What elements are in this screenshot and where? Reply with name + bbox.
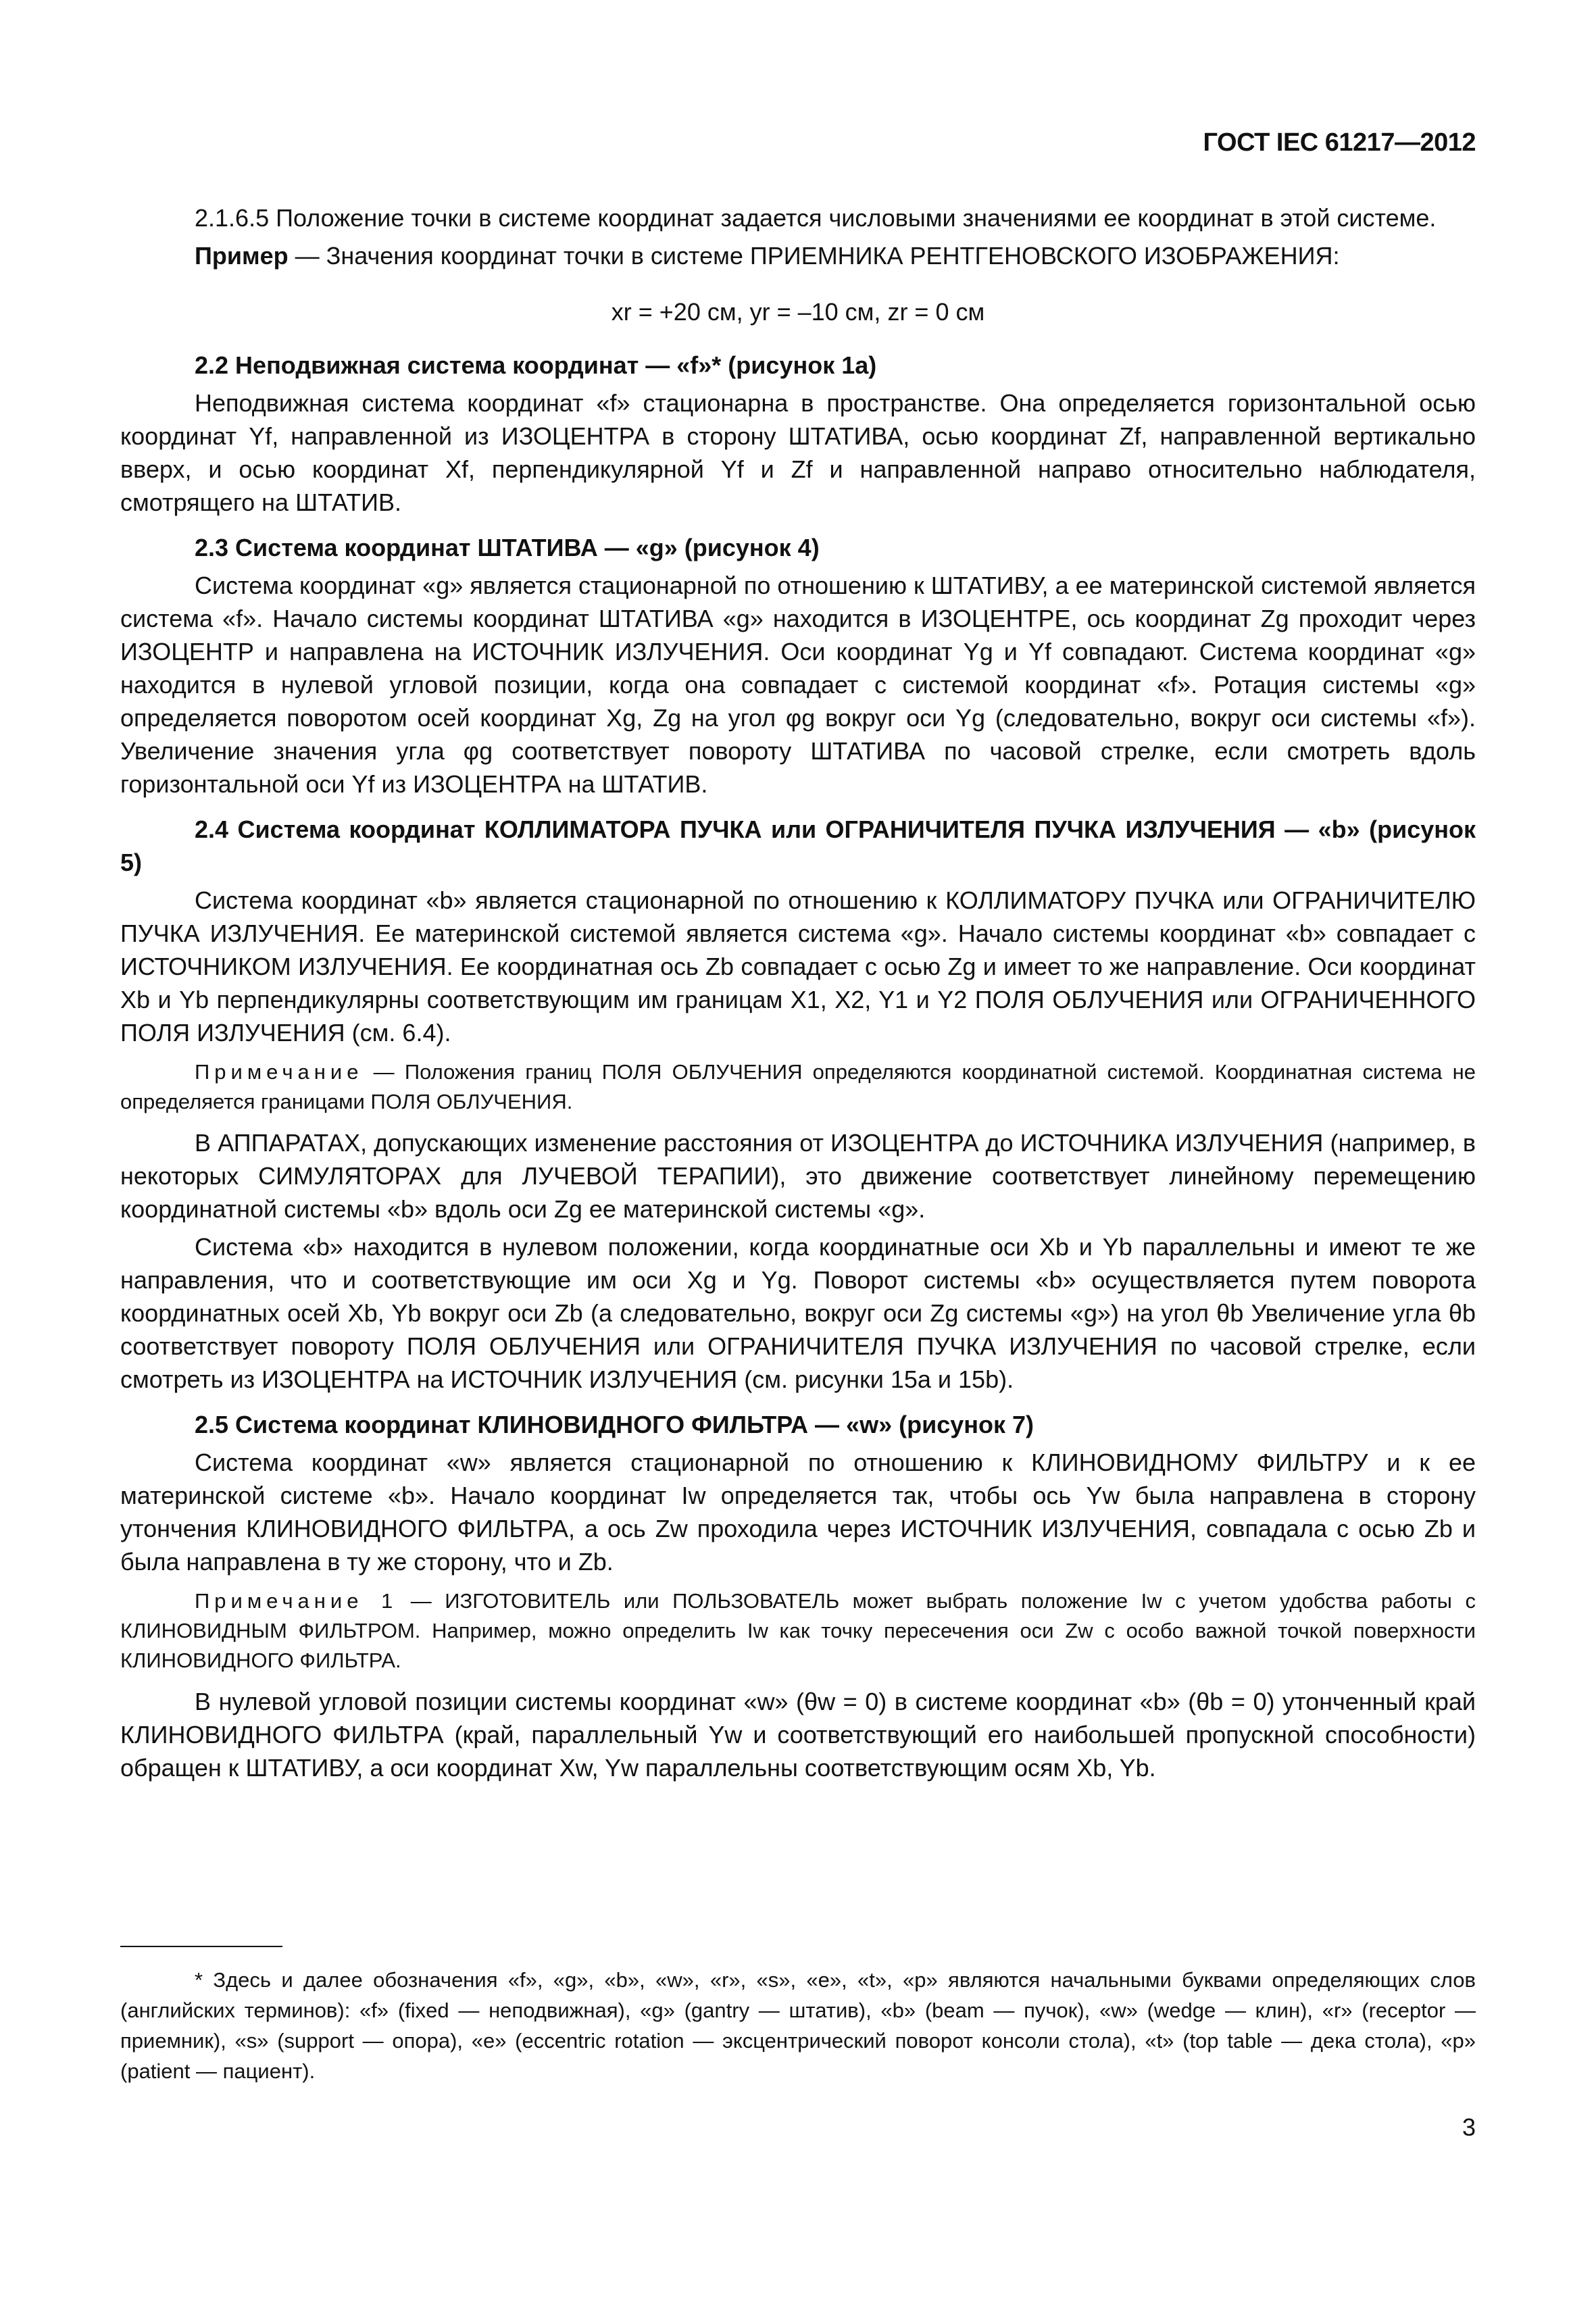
paragraph-2-5-b: В нулевой угловой позиции системы координат «w» (θw = 0) в системе координат «b» (θb = 0) утонченный край КЛИНОВИДНОГО ФИЛЬТРА (край, параллельный Yw и соответствующий его наибольшей пропускной способности) обращен к ШТАТИВУ, а оси координат Xw, Yw параллельны соответствующим осям Xb, Yb. — [120, 1688, 1476, 1782]
coordinate-formula: xr = +20 см, yr = –10 см, zr = 0 см — [611, 298, 985, 326]
paragraph-2-2: Неподвижная система координат «f» стационарна в пространстве. Она определяется горизонтальной осью координат Yf, направленной из ИЗОЦЕНТРА в сторону ШТАТИВА, осью координат Zf, направленной вертикально вверх, и осью координат Xf, перпендикулярной Yf и Zf и направленной направо относительно наблюдателя, смотрящего на ШТАТИВ. — [120, 389, 1476, 516]
note-2-4-label: Примечание — [195, 1060, 364, 1084]
document-code-header: ГОСТ IEC 61217—2012 — [1203, 128, 1476, 157]
paragraph-2-5: Система координат «w» является стационарной по отношению к КЛИНОВИДНОМУ ФИЛЬТРУ и к ее материнской системе «b». Начало координат Iw определяется так, чтобы ось Yw была направлена в сторону утончения КЛИНОВИДНОГО ФИЛЬТРА, а ось Zw проходила через ИСТОЧНИК ИЗЛУЧЕНИЯ, совпадала с осью Zb и была направлена в ту же сторону, что и Zb. — [120, 1449, 1476, 1576]
heading-2-4: 2.4 Система координат КОЛЛИМАТОРА ПУЧКА или ОГРАНИЧИТЕЛЯ ПУЧКА ИЗЛУЧЕНИЯ — «b» (рисунок 5) — [120, 815, 1476, 876]
page-number: 3 — [1462, 2113, 1476, 2141]
paragraph-2-3: Система координат «g» является стационарной по отношению к ШТАТИВУ, а ее материнской системой является система «f». Начало системы координат ШТАТИВА «g» находится в ИЗОЦЕНТРЕ, ось координат Zg проходит через ИЗОЦЕНТР и направлена на ИСТОЧНИК ИЗЛУЧЕНИЯ. Оси координат Yg и Yf совпадают. Система координат «g» находится в нулевой угловой позиции, когда она совпадает с системой координат «f». Ротация системы «g» определяется поворотом осей координат Xg, Zg на угол φg вокруг оси Yg (следовательно, вокруг оси системы «f»). Увеличение значения угла φg соответствует повороту ШТАТИВА по часовой стрелке, если смотреть вдоль горизонтальной оси Yf из ИЗОЦЕНТРА на ШТАТИВ. — [120, 572, 1476, 798]
paragraph-2-4: Система координат «b» является стационарной по отношению к КОЛЛИМАТОРУ ПУЧКА или ОГРАНИЧИТЕЛЮ ПУЧКА ИЗЛУЧЕНИЯ. Ее материнской системой является система «g». Начало системы координат «b» совпадает с ИСТОЧНИКОМ ИЗЛУЧЕНИЯ. Ее координатная ось Zb совпадает с осью Zg и имеет то же направление. Оси координат Xb и Yb перпендикулярны соответствующим им границам X1, X2, Y1 и Y2 ПОЛЯ ОБЛУЧЕНИЯ или ОГРАНИЧЕННОГО ПОЛЯ ИЗЛУЧЕНИЯ (см. 6.4). — [120, 886, 1476, 1047]
note-2-5 — [120, 1586, 1476, 1676]
example-label: Пример — [195, 242, 289, 270]
footnote-separator — [120, 1946, 282, 1947]
footnote: * Здесь и далее обозначения «f», «g», «b», «w», «r», «s», «e», «t», «p» являются начальными буквами определяющих слов (английских терминов): «f» (fixed — неподвижная), «g» (gantry — штатив), «b» (beam — пучок), «w» (wedge — клин), «r» (receptor — приемник), «s» (support — опора), «e» (eccentric rotation — эксцентрический поворот консоли стола), «t» (top table — дека стола), «p» (patient — пациент). — [120, 1968, 1476, 2083]
note-2-5-label: Примечание 1 — [195, 1589, 398, 1613]
heading-2-5: 2.5 Система координат КЛИНОВИДНОГО ФИЛЬТРА — «w» (рисунок 7) — [195, 1411, 1034, 1438]
paragraph-2-1-6-5: 2.1.6.5 Положение точки в системе координат задается числовыми значениями ее координат в этой системе. — [195, 204, 1437, 232]
heading-2-3: 2.3 Система координат ШТАТИВА — «g» (рисунок 4) — [195, 534, 820, 561]
example-text: — Значения координат точки в системе ПРИЕМНИКА РЕНТГЕНОВСКОГО ИЗОБРАЖЕНИЯ: — [288, 242, 1340, 270]
document-body — [120, 201, 1476, 1789]
heading-2-2: 2.2 Неподвижная система координат — «f»* (рисунок 1a) — [195, 351, 877, 379]
paragraph-2-4-c: Система «b» находится в нулевом положении, когда координатные оси Xb и Yb параллельны и имеют те же направления, что и соответствующие им оси Xg и Yg. Поворот системы «b» осуществляется путем поворота координатных осей Xb, Yb вокруг оси Zb (а следовательно, вокруг оси Zg системы «g») на угол θb Увеличение угла θb соответствует повороту ПОЛЯ ОБЛУЧЕНИЯ или ОГРАНИЧИТЕЛЯ ПУЧКА ИЗЛУЧЕНИЯ по часовой стрелке, если смотреть из ИЗОЦЕНТРА на ИСТОЧНИК ИЗЛУЧЕНИЯ (см. рисунки 15а и 15b). — [120, 1233, 1476, 1393]
note-2-5-text: — ИЗГОТОВИТЕЛЬ или ПОЛЬЗОВАТЕЛЬ может выбрать положение Iw с учетом удобства работы с КЛИНОВИДНЫМ ФИЛЬТРОМ. Например, можно определить Iw как точку пересечения оси Zw с особо важной точкой поверхности КЛИНОВИДНОГО ФИЛЬТРА. — [120, 1589, 1476, 1672]
document-page — [120, 0, 1476, 2314]
example-paragraph — [120, 239, 1476, 272]
paragraph-2-4-b: В АППАРАТАХ, допускающих изменение расстояния от ИЗОЦЕНТРА до ИСТОЧНИКА ИЗЛУЧЕНИЯ (например, в некоторых СИМУЛЯТОРАХ для ЛУЧЕВОЙ ТЕРАПИИ), это движение соответствует линейному перемещению координатной системы «b» вдоль оси Zg ее материнской системы «g». — [120, 1129, 1476, 1223]
note-2-4 — [120, 1057, 1476, 1117]
note-2-4-text: — Положения границ ПОЛЯ ОБЛУЧЕНИЯ определяются координатной системой. Координатная система не определяется границами ПОЛЯ ОБЛУЧЕНИЯ. — [120, 1060, 1476, 1113]
